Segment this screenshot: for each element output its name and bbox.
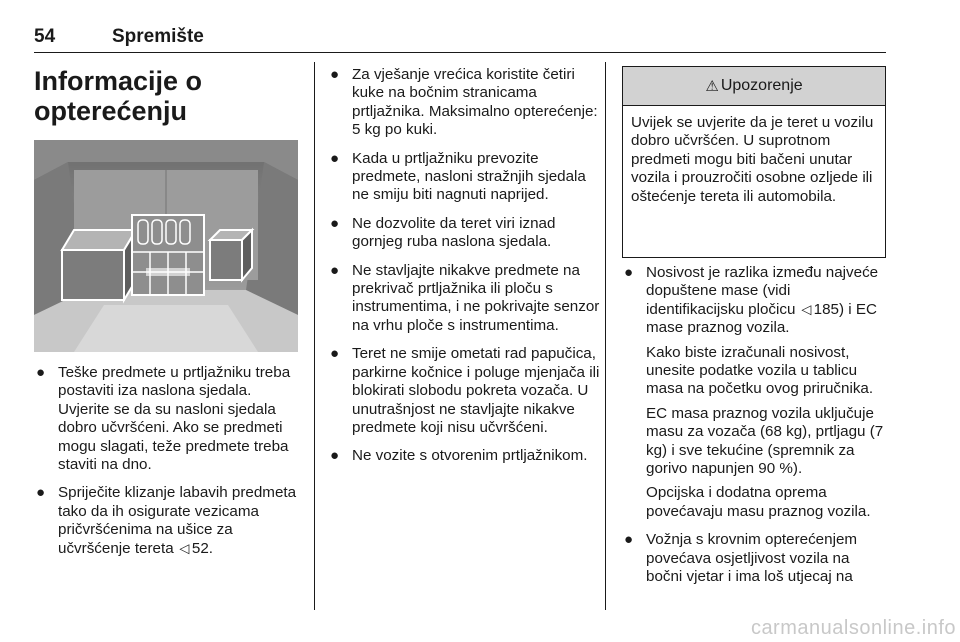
list-item-text: Za vješanje vrećica koristite četiri kuke na bočnim stranicama prtljažnika. Maksimalno opterećenje: 5 kg po kuki. <box>352 66 598 139</box>
warning-triangle-icon: ⚠ <box>705 78 719 95</box>
bullet-icon: ● <box>330 261 340 279</box>
warning-text: Uvijek se uvjerite da je teret u vozilu dobro učvršćen. U suprotnom predmeti mogu biti bačeni unutar vozila i prouzročiti osobne ozljede ili oštećenje tereta ili automobila. <box>631 114 874 205</box>
list-item <box>34 364 304 474</box>
trunk-loading-illustration <box>34 140 298 352</box>
bullet-icon: ● <box>330 214 340 232</box>
list-item-text: Ne dozvolite da teret viri iznad gornjeg ruba naslona sjedala. <box>352 214 556 251</box>
warning-header <box>623 67 885 106</box>
list-item <box>328 447 600 465</box>
list-item <box>622 264 886 521</box>
page-reference-link[interactable]: 185) i EC mase praznog vozila. <box>646 300 877 337</box>
page-reference-icon: ▽ <box>799 305 815 316</box>
bottle-crate <box>132 215 204 295</box>
page-title: Informacije o opterećenju <box>34 66 203 126</box>
list-item <box>328 150 600 205</box>
list-item-text: Ne stavljajte nikakve predmete na prekrivač prtljažnika ili ploču s instrumentima, i ne pokrivajte senzor na vrhu ploče s instrumentima. <box>352 261 600 334</box>
page-number: 54 <box>34 26 56 47</box>
paragraph: EC masa praznog vozila uključuje masu za vozača (68 kg), prtljagu (7 kg) i sve tekućine (spremnik za gorivo napunjen 90 %). <box>646 404 884 478</box>
bullet-icon: ● <box>330 345 340 363</box>
list-item-text: Teške predmete u prtljažniku treba postaviti iza naslona sjedala. Uvjerite se da su nasloni sjedala dobro učvršćeni. Ako se predmeti mogu slagati, teže predmete treba staviti na dno. <box>58 364 291 474</box>
bullet-icon: ● <box>330 447 340 465</box>
bullet-icon: ● <box>624 531 634 549</box>
box-right <box>210 230 252 280</box>
section-title: Spremište <box>112 26 204 47</box>
list-item <box>328 215 600 252</box>
list-item <box>328 262 600 336</box>
header-divider <box>34 52 886 53</box>
list-item <box>34 484 304 558</box>
list-item-text: Spriječite klizanje labavih predmeta tako da ih osigurate vezicama pričvršćenima na ušice za učvršćenje tereta <box>58 484 297 557</box>
list-item-text: Teret ne smije ometati rad papučica, parkirne kočnice i poluge mjenjača ili blokirati slobodu pokreta vozača. U unutrašnjost ne stavljajte nikakve predmete koji nisu učvršćeni. <box>352 345 600 436</box>
list-item <box>328 345 600 437</box>
box-left <box>62 230 136 300</box>
column-divider-1 <box>314 62 315 610</box>
list-item-text: Ne vozite s otvorenim prtljažnikom. <box>352 447 588 465</box>
watermark: carmanualsonline.info <box>750 617 956 639</box>
bullet-icon: ● <box>624 264 634 281</box>
column-3 <box>622 264 886 597</box>
bullet-icon: ● <box>330 149 340 167</box>
list-item-text: Vožnja s krovnim opterećenjem povećava osjetljivost vozila na bočni vjetar i ima loš utjecaj na <box>646 531 858 586</box>
page-reference-icon: ▽ <box>178 543 194 554</box>
bullet-icon: ● <box>36 484 46 502</box>
warning-box <box>622 66 886 258</box>
page-header <box>34 26 886 54</box>
bullet-icon: ● <box>36 364 46 381</box>
column-2 <box>328 66 600 476</box>
loading-tips-list-1 <box>34 364 304 558</box>
list-item <box>328 66 600 140</box>
list-item <box>622 531 886 586</box>
page-reference-link[interactable]: 52. <box>191 539 214 557</box>
list-item-text: Nosivost je razlika između najveće dopuštene mase (vidi identifikacijsku pločicu <box>646 264 879 318</box>
payload-list <box>622 264 886 587</box>
list-item-text: Kada u prtljažniku prevozite predmete, nasloni stražnjih sjedala ne smiju biti nagnuti naprijed. <box>352 149 586 204</box>
paragraph: Kako biste izračunali nosivost, unesite podatke vozila u tablicu masa na početku ovog priručnika. <box>646 343 874 398</box>
loading-tips-list-2 <box>328 66 600 466</box>
warning-heading: Upozorenje <box>720 77 803 94</box>
bullet-icon: ● <box>330 66 340 83</box>
column-1 <box>34 364 304 568</box>
paragraph: Opcijska i dodatna oprema povećavaju masu praznog vozila. <box>646 484 871 520</box>
column-divider-2 <box>605 62 606 610</box>
